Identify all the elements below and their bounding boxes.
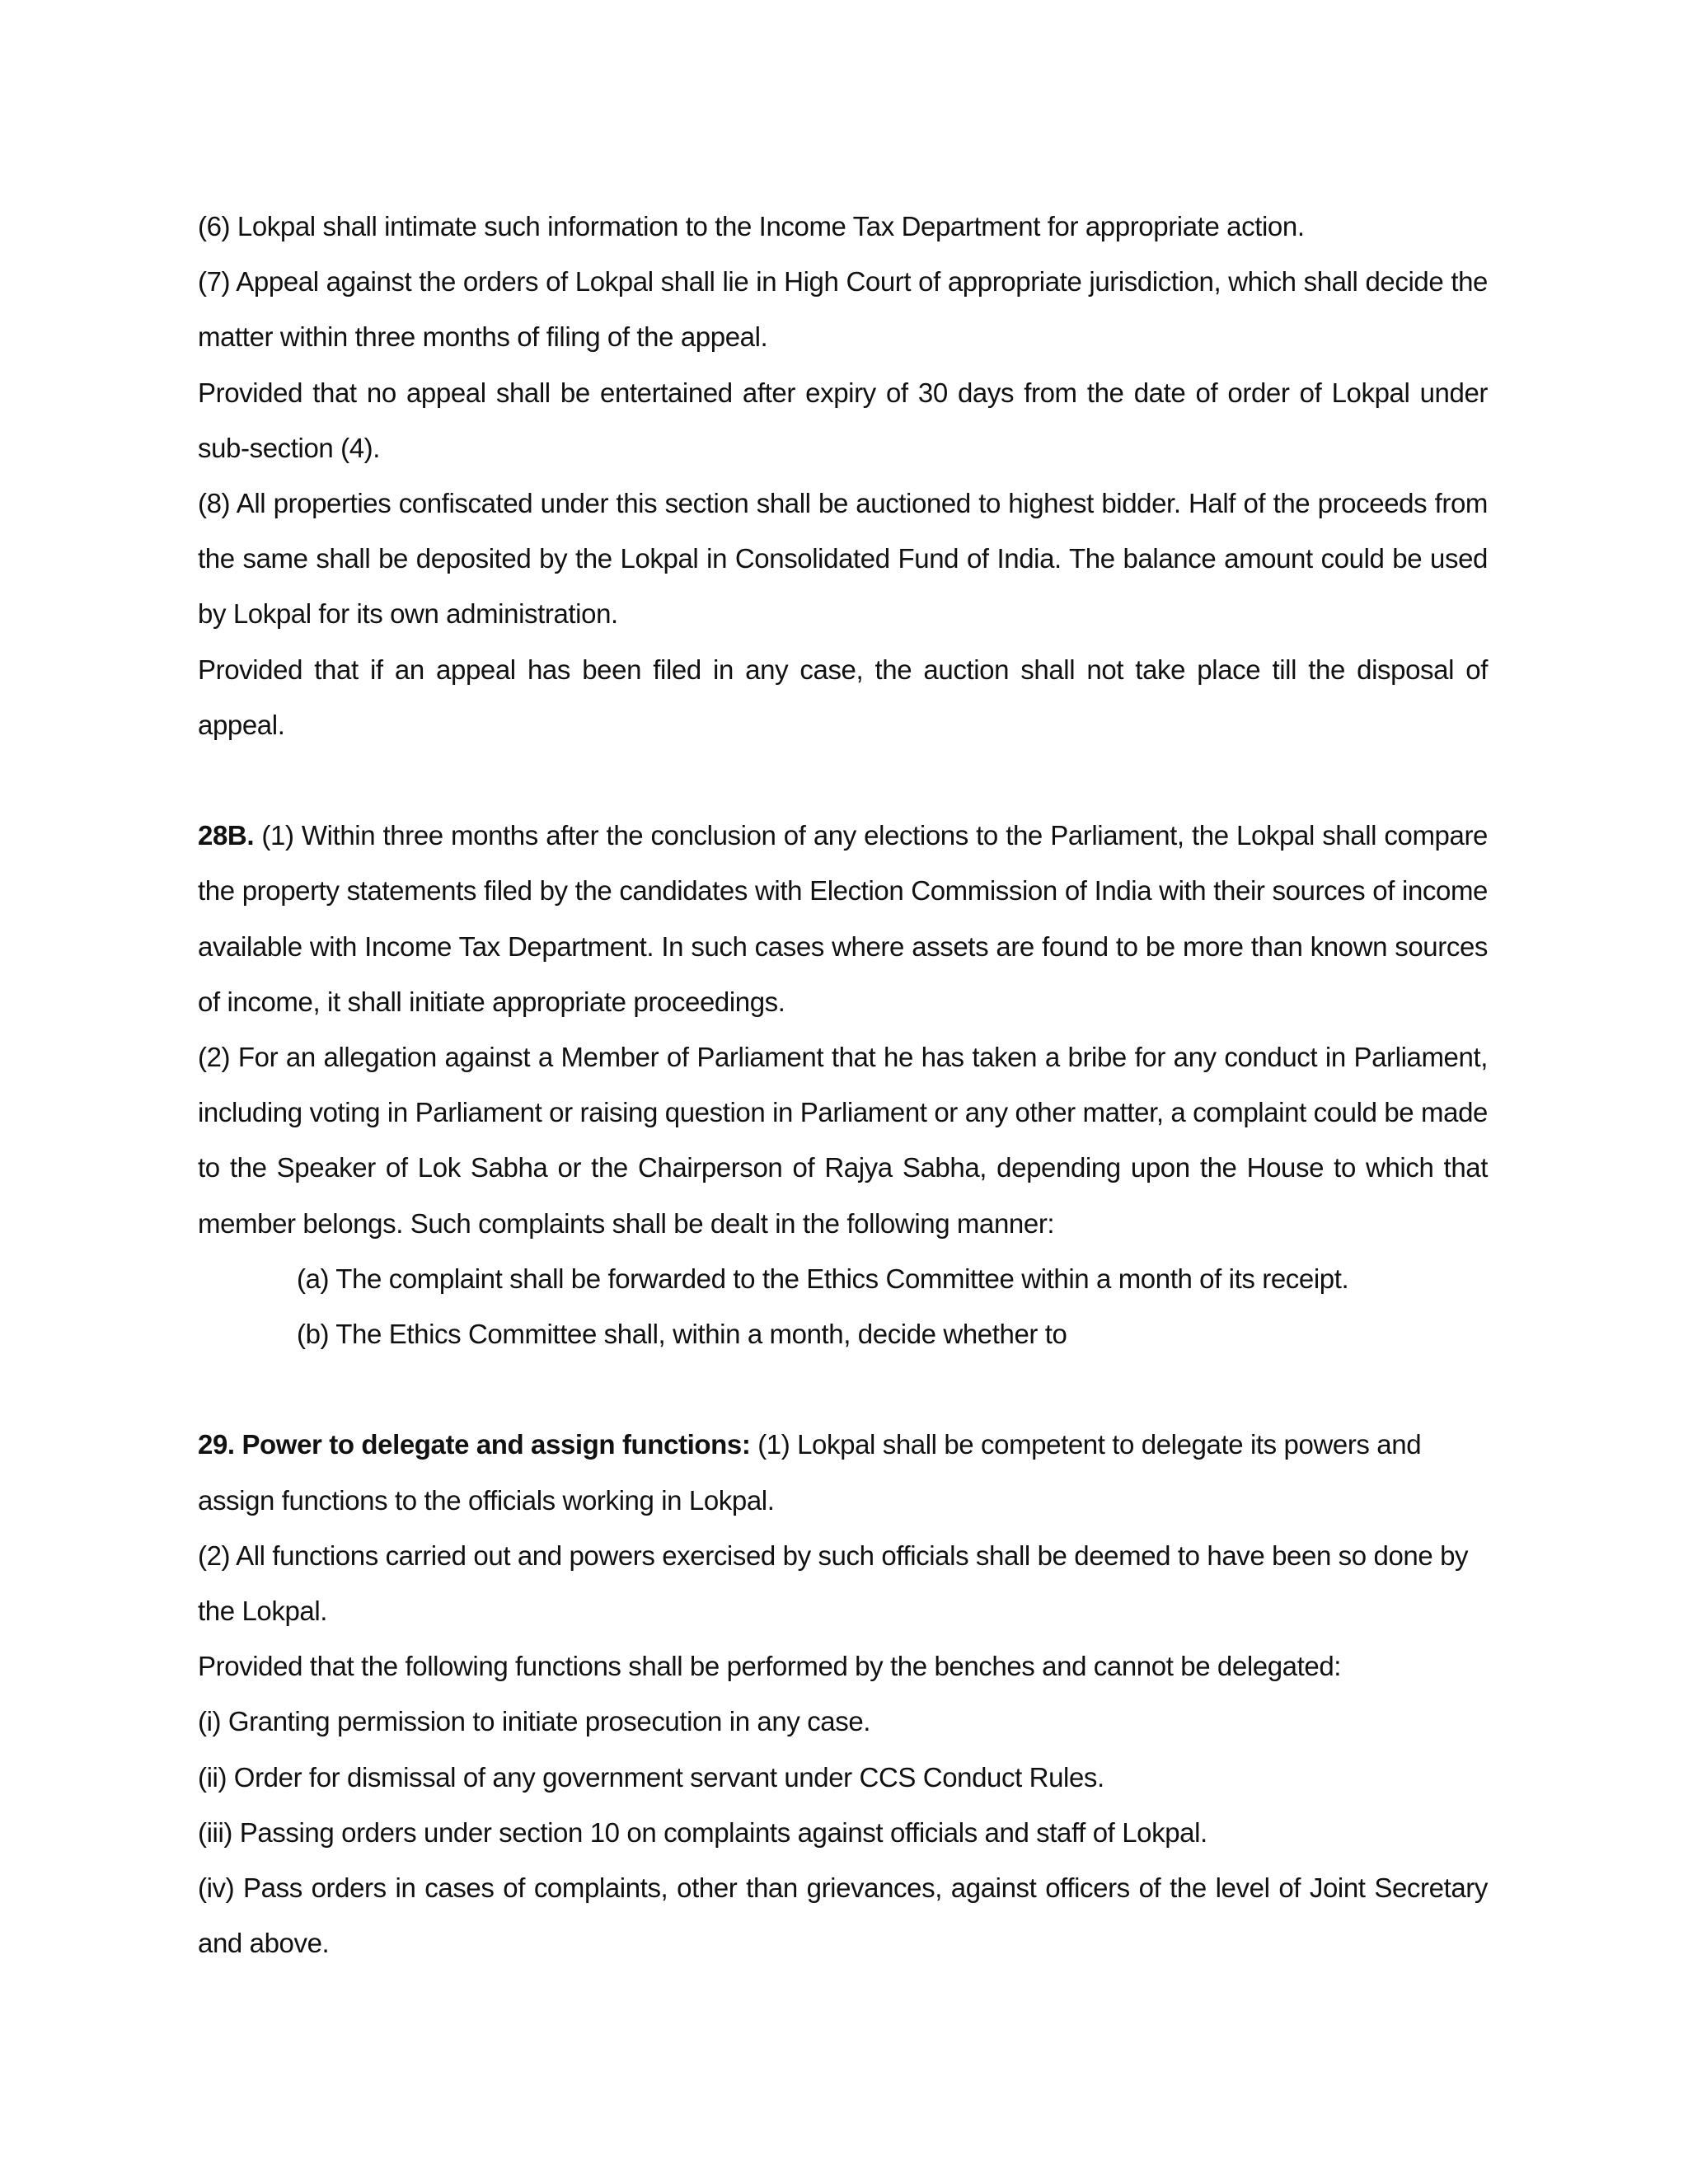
para-28b-2-a: (a) The complaint shall be forwarded to the Ethics Committee within a month of its receipt.: [297, 1263, 1349, 1294]
list-item: (iv) Pass orders in cases of complaints, other than grievances, against officers of the level of Joint Secretary and above.: [198, 1872, 1488, 1959]
para-28a-7-proviso: Provided that no appeal shall be entertained after expiry of 30 days from the date of order of Lokpal under sub-section (4).: [198, 377, 1488, 463]
list-item: (i) Granting permission to initiate prosecution in any case.: [198, 1706, 871, 1737]
section-spacer: [198, 1361, 1488, 1417]
para-28a-8-proviso: Provided that if an appeal has been filed in any case, the auction shall not take place till the disposal of appeal.: [198, 654, 1488, 740]
para-28b-2: (2) For an allegation against a Member of Parliament that he has taken a bribe for any conduct in Parliament, including voting in Parliament or raising question in Parliament or any other matter, a complaint could be made to the Speaker of Lok Sabha or the Chairperson of Rajya Sabha, depending upon the House to which that member belongs. Such complaints shall be dealt in the following manner:: [198, 1042, 1488, 1239]
section-spacer: [198, 752, 1488, 808]
para-28a-6: (6) Lokpal shall intimate such information to the Income Tax Department for appropriate action.: [198, 211, 1305, 241]
para-29-1-text: (1) Lokpal shall be competent to delegate its powers and assign functions to the officials working in Lokpal.: [198, 1429, 1422, 1516]
para-28a-8: (8) All properties confiscated under this section shall be auctioned to highest bidder. Half of the proceeds from the same shall be deposited by the Lokpal in Consolidated Fund of India. The balance amount could be used by Lokpal for its own administration.: [198, 488, 1488, 630]
para-28b-1: [198, 808, 1488, 1029]
para-29-2: (2) All functions carried out and powers exercised by such officials shall be deemed to have been so done by the Lokpal.: [198, 1540, 1469, 1627]
para-28b-2-b: (b) The Ethics Committee shall, within a month, decide whether to: [297, 1319, 1067, 1350]
para-29-1: [198, 1417, 1488, 1527]
list-item: (ii) Order for dismissal of any government servant under CCS Conduct Rules.: [198, 1761, 1104, 1793]
para-29-proviso: Provided that the following functions shall be performed by the benches and cannot be delegated:: [198, 1651, 1342, 1682]
para-28b-1-text: (1) Within three months after the conclusion of any elections to the Parliament, the Lokpal shall compare the property statements filed by the candidates with Election Commission of India with their sources of income available with Income Tax Department. In such cases where assets are found to be more than known sources of income, it shall initiate appropriate proceedings.: [198, 820, 1488, 1017]
document-page: [198, 199, 1488, 1971]
section-29-heading: 29. Power to delegate and assign functions:: [198, 1429, 751, 1460]
list-item: (iii) Passing orders under section 10 on complaints against officials and staff of Lokpal.: [198, 1816, 1207, 1848]
section-28b-number: 28B.: [198, 820, 255, 851]
para-28a-7: (7) Appeal against the orders of Lokpal shall lie in High Court of appropriate jurisdiction, which shall decide the matter within three months of filing of the appeal.: [198, 266, 1488, 353]
